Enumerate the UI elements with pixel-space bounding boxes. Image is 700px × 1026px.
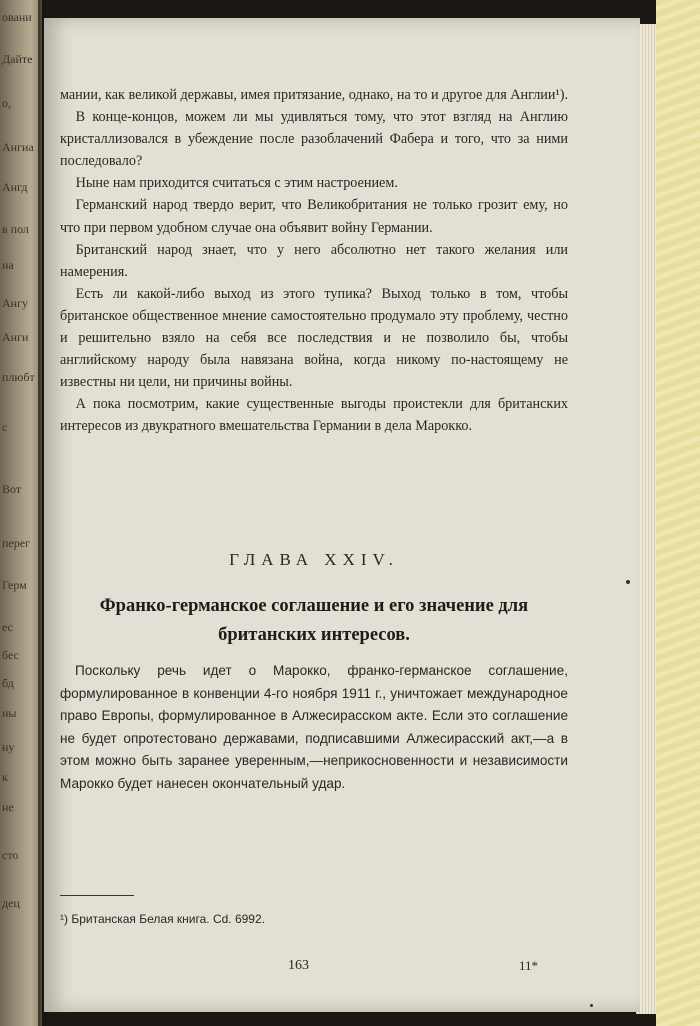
prev-page-fragment: Герм <box>2 578 27 592</box>
prev-page-fragment: плюбт <box>2 370 35 384</box>
speck-mark <box>626 580 630 584</box>
prev-page-fragment: Дайте <box>2 52 33 66</box>
paragraph: Есть ли какой-либо выход из этого тупика? Выход только в том, чтобы британское общественное мнение самостоятельно продумало эту проблему, честно и решительно взяло на себя все последствия и не позволило бы, чтобы английскому народу была навязана война, когда никому по-настоящему не известны ни цели, ни причины войны. <box>60 285 568 391</box>
prev-page-fragment: овани <box>2 10 32 24</box>
body-text-top <box>60 84 568 438</box>
prev-page-fragment: на <box>2 258 14 272</box>
footnote: ¹) Британская Белая книга. Cd. 6992. <box>60 912 265 926</box>
back-cover <box>656 0 700 1026</box>
prev-page-fragment: ес <box>2 620 13 634</box>
prev-page-fragment: ну <box>2 740 15 754</box>
prev-page-fragment: к <box>2 770 8 784</box>
paragraph: А пока посмотрим, какие существенные выгоды проистекли для британских интересов из двукратного вмешательства Германии в дела Марокко. <box>60 396 568 435</box>
prev-page-fragment: Ангу <box>2 296 29 310</box>
page-number: 163 <box>288 958 309 973</box>
prev-page-fragment: дец <box>2 896 20 910</box>
body-text-bottom <box>60 660 568 795</box>
book-page <box>44 18 640 1012</box>
paragraph: В конце-концов, можем ли мы удивляться тому, что этот взгляд на Англию кристаллизовался в убеждение после разоблачений Фабера и того, что за ними последовало? <box>60 109 568 170</box>
footnote-rule <box>60 895 134 896</box>
prev-page-fragment: ны <box>2 706 17 720</box>
paragraph: Британский народ знает, что у него абсолютно нет такого желания или намерения. <box>60 241 568 280</box>
previous-page-edge <box>0 0 42 1026</box>
prev-page-fragment: не <box>2 800 14 814</box>
chapter-label: ГЛАВА XXIV. <box>229 550 399 569</box>
prev-page-fragment: с <box>2 420 8 434</box>
prev-page-fragment: перег <box>2 536 30 550</box>
prev-page-fragment: Ангиа <box>2 140 34 154</box>
prev-page-fragment: сто <box>2 848 19 862</box>
paragraph: Германский народ твердо верит, что Великобритания не только грозит ему, но что при первом удобном случае она объявит войну Германии. <box>60 197 568 236</box>
prev-page-fragment: бес <box>2 648 19 662</box>
signature-mark: 11* <box>519 958 539 973</box>
prev-page-fragment: в пол <box>2 222 29 236</box>
prev-page-fragment: о, <box>2 96 11 110</box>
prev-page-fragment: Ангд <box>2 180 28 194</box>
paragraph: мании, как великой державы, имея притязание, однако, на то и другое для Англии¹). <box>60 87 568 103</box>
speck-mark <box>590 1004 593 1007</box>
chapter-heading: Франко-германское соглашение и его значение для британских интересов. <box>99 596 529 645</box>
paragraph: Ныне нам приходится считаться с этим настроением. <box>75 175 398 192</box>
prev-page-fragment: бд <box>2 676 14 690</box>
prev-page-fragment: Анги <box>2 330 29 344</box>
prev-page-fragment: Вот <box>2 482 22 496</box>
paragraph: Поскольку речь идет о Марокко, франко-германское соглашение, формулированное в конвенции 4-го ноября 1911 г., уничтожает международное право Европы, формулированное в Алжесирасском акте. Если это соглашение не будет опротестовано державами, подписавшими Алжесирасский акт,—а в этом можно быть заранее уверенным,—неприкосновенности и независимости Марокко будет нанесен окончательный удар. <box>60 663 568 791</box>
